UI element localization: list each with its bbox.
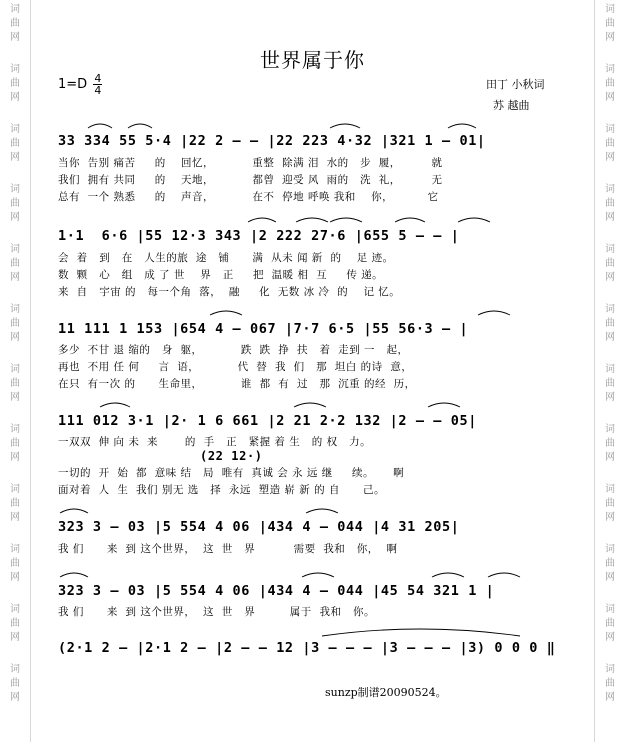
lyric-line-3-1: 多少 不甘 退 缩的 身 躯， 跌 跌 挣 扶 着 走到 一 起， [58,344,409,356]
watermark-glyph: 词 [605,604,615,615]
notation-line-5: 323 3 — 03 |5 554 4 06 |434 4 — 044 |4 31 205| [58,519,460,535]
watermark-glyph: 词 [605,4,615,15]
watermark-glyph: 词 [605,304,615,315]
watermark-glyph: 曲 [605,618,615,629]
lyric-line-4-1: 一双双 伸 向 未 来 的 手 正 紧握 着 生 的 权 力。 [58,436,372,448]
watermark-glyph: 词 [10,304,20,315]
watermark-glyph: 曲 [10,198,20,209]
tie-mark [322,629,520,636]
notation-line-4: 111 012 3·1 |2· 1 6 661 |2 21 2·2 132 |2 — — 05| [58,413,477,429]
watermark-glyph: 词 [10,544,20,555]
watermark-glyph: 网 [605,92,615,103]
watermark-glyph: 曲 [605,198,615,209]
lyric-line-2-2: 数 颗 心 组 成 了 世 界 正 把 温暖 相 互 传 递。 [58,269,384,281]
watermark-glyph: 网 [10,32,20,43]
watermark-glyph: 网 [10,152,20,163]
slur-mark [210,311,242,315]
lyric-line-6-1: 我 们 来 到 这个世界， 这 世 界 属于 我和 你。 [58,606,375,618]
watermark-glyph: 网 [10,92,20,103]
lyric-line-2-3: 来 自 宇宙 的 每一个角 落， 融 化 无数 冰 冷 的 记 忆。 [58,286,401,298]
slur-mark [294,403,326,407]
notation-line-4-alt: (22 12·) [200,449,263,463]
watermark-glyph: 曲 [605,378,615,389]
watermark-glyph: 曲 [10,498,20,509]
watermark-glyph: 网 [605,452,615,463]
slur-mark [330,124,360,128]
slur-mark [306,509,338,513]
watermark-glyph: 曲 [10,258,20,269]
notation-line-6: 323 3 — 03 |5 554 4 06 |434 4 — 044 |45 54 321 1 | [58,583,495,599]
watermark-glyph: 网 [10,272,20,283]
lyric-line-2-1: 会 着 到 在 人生的旅 途 铺 满 从未 闻 新 的 足 迹。 [58,252,394,264]
watermark-glyph: 曲 [605,498,615,509]
watermark-glyph: 网 [605,332,615,343]
lyric-line-4-2: 一切的 开 始 都 意味 结 局 唯有 真诚 会 永 远 继 续。 啊 [58,467,405,479]
watermark-glyph: 曲 [10,318,20,329]
notation-line-3: 11 111 1 153 |654 4 — 067 |7·7 6·5 |55 56·3 — | [58,321,469,337]
watermark-glyph: 词 [10,424,20,435]
watermark-glyph: 词 [10,124,20,135]
watermark-glyph: 网 [605,632,615,643]
watermark-glyph: 网 [10,452,20,463]
slur-mark [88,124,112,128]
watermark-glyph: 词 [10,4,20,15]
watermark-glyph: 曲 [605,678,615,689]
slur-mark [428,403,460,407]
watermark-glyph: 曲 [605,558,615,569]
slur-mark [330,218,362,222]
slur-mark [448,124,476,128]
lyric-line-1-3: 总有 一个 熟悉 的 声音， 在不 停地 呼唤 我和 你， 它 [58,191,439,203]
watermark-glyph: 曲 [605,258,615,269]
watermark-glyph: 曲 [605,318,615,329]
watermark-glyph: 网 [10,332,20,343]
watermark-glyph: 网 [605,512,615,523]
lyric-line-1-1: 当你 告别 痛苦 的 回忆， 重整 除满 泪 水的 步 履， 就 [58,157,443,169]
lyric-line-3-3: 在只 有一次 的 生命里， 谁 都 有 过 那 沉重 的经 历， [58,378,416,390]
watermark-glyph: 词 [10,64,20,75]
watermark-glyph: 网 [605,32,615,43]
watermark-glyph: 网 [605,272,615,283]
slur-mark [60,509,88,513]
watermark-glyph: 曲 [605,78,615,89]
watermark-glyph: 曲 [605,138,615,149]
slur-mark [100,403,130,407]
lyric-line-4-3: 面对着 人 生 我们 别无 选 择 永远 塑造 崭 新 的 自 己。 [58,484,385,496]
watermark-glyph: 词 [605,64,615,75]
watermark-glyph: 词 [605,184,615,195]
watermark-glyph: 网 [10,512,20,523]
song-title: 世界属于你 [260,48,365,72]
slur-mark [302,573,334,577]
slur-mark [60,573,88,577]
watermark-glyph: 曲 [10,78,20,89]
watermark-glyph: 词 [10,364,20,375]
watermark-glyph: 网 [605,572,615,583]
lyric-line-3-2: 再也 不用 任 何 言 语， 代 替 我 们 那 坦白 的诗 意， [58,361,413,373]
watermark-glyph: 词 [10,484,20,495]
watermark-glyph: 词 [10,184,20,195]
notation-line-1: 33 334 55 5·4 |22 2 — — |22 223 4·32 |321 1 — 01| [58,133,486,149]
time-signature-bottom: 4 [94,84,102,97]
composer-credit: 苏 越曲 [493,99,530,112]
key-label: 1=D [58,77,88,92]
watermark-glyph: 词 [605,664,615,675]
slur-mark [432,573,464,577]
slur-mark [458,218,490,222]
watermark-glyph: 网 [605,392,615,403]
watermark-glyph: 词 [605,544,615,555]
notation-line-2: 1·1 6·6 |55 12·3 343 |2 222 27·6 |655 5 — — | [58,228,460,244]
watermark-glyph: 曲 [10,138,20,149]
slur-mark [248,218,276,222]
watermark-glyph: 词 [605,484,615,495]
watermark-glyph: 网 [10,572,20,583]
lyric-line-1-2: 我们 拥有 共同 的 天地， 都曾 迎受 风 雨的 洗 礼， 无 [58,174,443,186]
watermark-glyph: 网 [605,212,615,223]
transcriber-footer: sunzp制谱20090524。 [325,686,447,699]
slur-mark [488,573,520,577]
watermark-glyph: 网 [10,632,20,643]
watermark-glyph: 词 [605,124,615,135]
lyricist-credit: 田丁 小秋词 [486,78,545,91]
notation-line-7: (2·1 2 — |2·1 2 — |2 — — 12 |3 — — — |3 — — — |3) 0 0 0 ‖ [58,640,556,656]
watermark-glyph: 词 [10,244,20,255]
watermark-glyph: 网 [605,692,615,703]
watermark-glyph: 曲 [10,618,20,629]
lyric-line-5-1: 我 们 来 到 这个世界， 这 世 界 需要 我和 你， 啊 [58,543,398,555]
watermark-glyph: 词 [10,604,20,615]
watermark-glyph: 词 [605,424,615,435]
watermark-glyph: 曲 [10,18,20,29]
slur-mark [296,218,328,222]
watermark-glyph: 词 [10,664,20,675]
watermark-glyph: 网 [10,212,20,223]
watermark-glyph: 曲 [605,438,615,449]
watermark-glyph: 网 [10,692,20,703]
slur-mark [395,218,425,222]
watermark-glyph: 曲 [10,378,20,389]
watermark-glyph: 曲 [10,438,20,449]
watermark-glyph: 词 [605,244,615,255]
watermark-glyph: 曲 [10,678,20,689]
watermark-glyph: 曲 [10,558,20,569]
slur-mark [128,124,152,128]
watermark-glyph: 曲 [605,18,615,29]
watermark-glyph: 网 [10,392,20,403]
slur-mark [478,311,510,315]
watermark-glyph: 网 [605,152,615,163]
watermark-glyph: 词 [605,364,615,375]
time-signature-top: 4 [94,72,102,85]
